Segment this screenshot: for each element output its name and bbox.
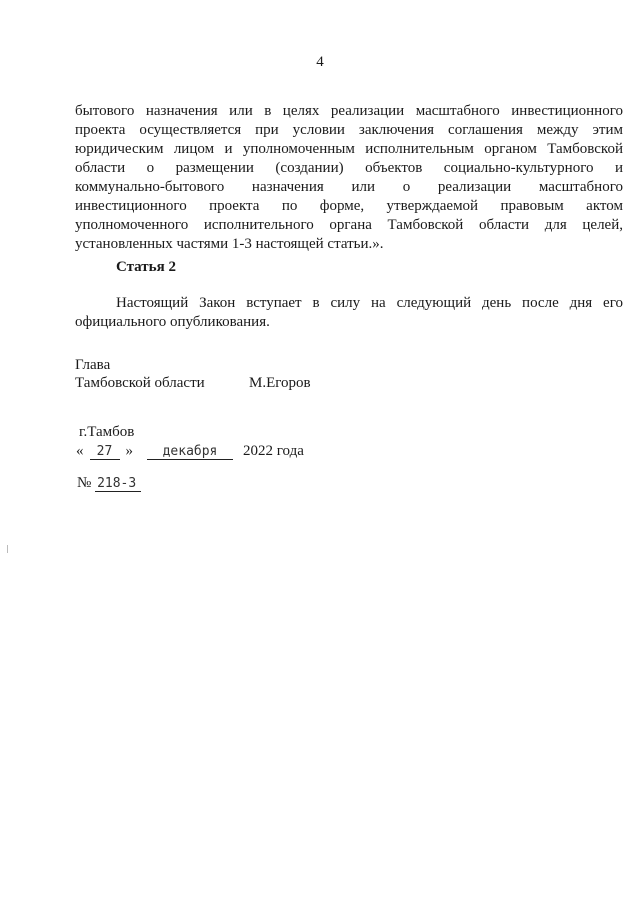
- date-open-quote: «: [76, 443, 84, 459]
- article-2-line: Настоящий Закон вступает в силу на следующий день после дня его: [116, 295, 623, 311]
- page-number: 4: [316, 54, 324, 70]
- law-number-value: 218-З: [95, 476, 141, 492]
- signing-date: [76, 443, 304, 460]
- body-line: проекта осуществляется при условии заключения соглашения между этим: [75, 122, 623, 138]
- body-line: юридическим лицом и уполномоченным исполнительным органом Тамбовской: [75, 141, 623, 157]
- scan-margin-mark: [7, 545, 8, 553]
- signature-title-line2: Тамбовской области: [75, 375, 205, 391]
- body-line: коммунально-бытового назначения или о реализации масштабного: [75, 179, 623, 195]
- article-2-paragraph: [75, 294, 623, 332]
- body-line: области о размещении (создании) объектов социально-культурного и: [75, 160, 623, 176]
- body-line: бытового назначения или в целях реализации масштабного инвестиционного: [75, 103, 623, 119]
- article-2-line: официального опубликования.: [75, 314, 270, 330]
- body-line: уполномоченного исполнительного органа Тамбовской области для целей,: [75, 217, 623, 233]
- article-2-heading: Статья 2: [116, 259, 176, 275]
- body-line: установленных частями 1-3 настоящей статьи.».: [75, 236, 384, 252]
- date-close-quote: »: [125, 443, 133, 459]
- place-of-signing: г.Тамбов: [79, 424, 135, 440]
- date-month: декабря: [147, 444, 233, 460]
- body-paragraph: [75, 102, 623, 254]
- date-year: 2022 года: [243, 443, 304, 459]
- body-line: инвестиционного проекта по форме, утверждаемой правовым актом: [75, 198, 623, 214]
- signature-title-line1: Глава: [75, 357, 111, 373]
- law-number: [77, 475, 141, 492]
- number-sign: №: [77, 475, 92, 491]
- date-day: 27: [90, 444, 120, 460]
- signatory-name: М.Егоров: [249, 375, 311, 391]
